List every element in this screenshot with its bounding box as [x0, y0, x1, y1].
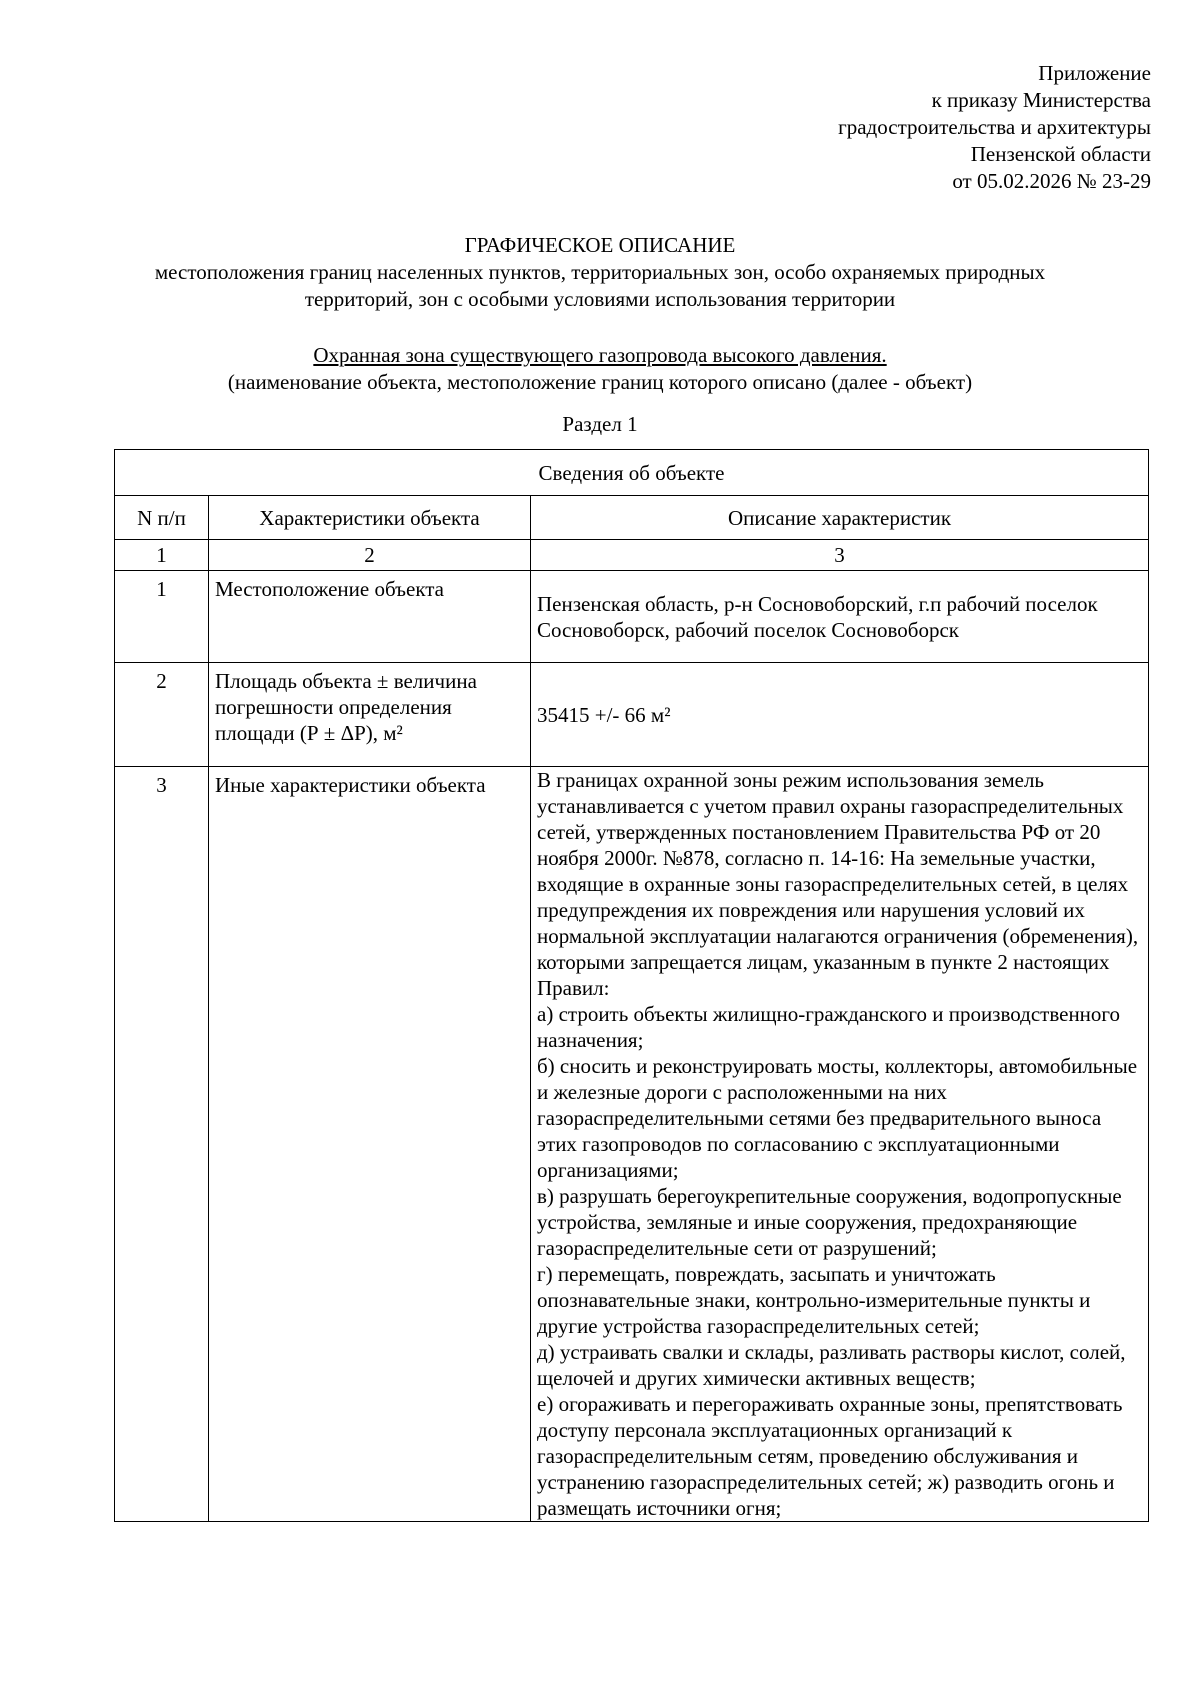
object-info-table	[114, 449, 1149, 1522]
row-characteristic: Местоположение объекта	[209, 571, 531, 663]
appendix-line: от 05.02.2026 № 23-29	[952, 169, 1151, 193]
section-title: Раздел 1	[562, 412, 638, 436]
column-number: 1	[115, 540, 209, 571]
row-description: В границах охранной зоны режим использования земель устанавливается с учетом правил охраны газораспределительных сетей, утвержденных постановлением Правительства РФ от 20 ноября 2000г. №878, согласно п. 14-16: На земельные участки, входящие в охранные зоны газораспределительных сетей, в целях предупреждения их повреждения или нарушения условий их нормальной эксплуатации налагаются ограничения (обременения), которыми запрещается лицам, указанным в пункте 2 настоящих Правил: а) строить объекты жилищно-гражданского и производственного назначения; б) сносить и реконструировать мосты, коллекторы, автомобильные и железные дороги с расположенными на них газораспределительными сетями без предварительного выноса этих газопроводов по согласованию с эксплуатационными организациями; в) разрушать берегоукрепительные сооружения, водопропускные устройства, земляные и иные сооружения, предохраняющие газораспределительные сети от разрушений; г) перемещать, повреждать, засыпать и уничтожать опознавательные знаки, контрольно-измерительные пункты и другие устройства газораспределительных сетей; д) устраивать свалки и склады, разливать растворы кислот, солей, щелочей и других химически активных веществ; е) огораживать и перегораживать охранные зоны, препятствовать доступу персонала эксплуатационных организаций к газораспределительным сетям, проведению обслуживания и устранению газораспределительных сетей; ж) разводить огонь и размещать источники огня;	[531, 767, 1149, 1522]
appendix-line: Пензенской области	[970, 142, 1151, 166]
row-characteristic: Иные характеристики объекта	[209, 767, 531, 1522]
table-row	[115, 571, 1149, 663]
header-description: Описание характеристик	[531, 496, 1149, 540]
table-row	[115, 767, 1149, 1522]
row-number: 1	[115, 571, 209, 663]
appendix-line: к приказу Министерства	[931, 88, 1151, 112]
column-number: 2	[209, 540, 531, 571]
appendix-block	[838, 60, 1151, 195]
document-heading: ГРАФИЧЕСКОЕ ОПИСАНИЕ	[464, 233, 736, 257]
appendix-line: градостроительства и архитектуры	[838, 115, 1151, 139]
row-number: 2	[115, 663, 209, 767]
document-subtitle: местоположения границ населенных пунктов, территориальных зон, особо охраняемых природных территорий, зон с особыми условиями использования территории	[154, 260, 1046, 311]
row-description: 35415 +/- 66 м²	[531, 663, 1149, 767]
header-number: N п/п	[115, 496, 209, 540]
object-name: Охранная зона существующего газопровода высокого давления.	[313, 343, 887, 367]
column-numbers-row	[115, 540, 1149, 571]
column-number: 3	[531, 540, 1149, 571]
row-characteristic: Площадь объекта ± величина погрешности определения площади (Р ± ΔР), м²	[209, 663, 531, 767]
table-caption: Сведения об объекте	[115, 450, 1149, 496]
row-number: 3	[115, 767, 209, 1522]
object-caption: (наименование объекта, местоположение границ которого описано (далее - объект)	[227, 370, 973, 394]
table-row	[115, 663, 1149, 767]
title-block	[100, 232, 1100, 313]
header-characteristic: Характеристики объекта	[209, 496, 531, 540]
appendix-line: Приложение	[1038, 61, 1151, 85]
object-block	[100, 342, 1100, 396]
table-caption-row	[115, 450, 1149, 496]
row-description: Пензенская область, р-н Сосновоборский, г.п рабочий поселок Сосновоборск, рабочий поселок Сосновоборск	[531, 571, 1149, 663]
table-header-row	[115, 496, 1149, 540]
